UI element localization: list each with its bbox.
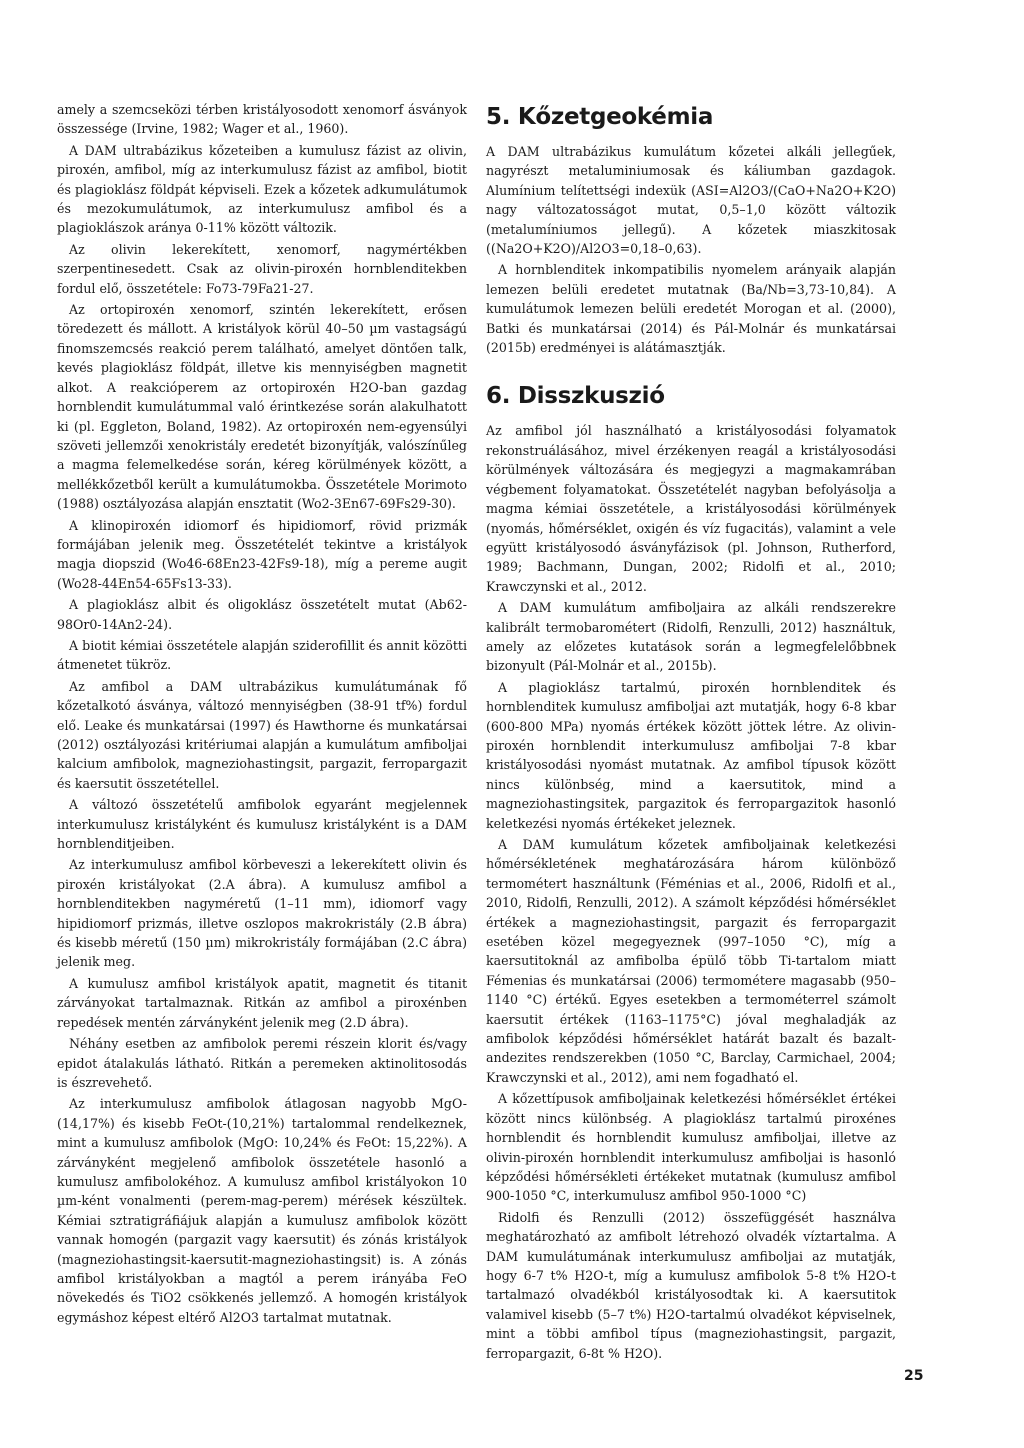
paragraph: Az amfibol jól használható a kristályosodási folyamatok rekonstruálásához, mivel érzékenyen reagál a kristályosodási körülmények változására és megjegyzi a magmakamrában végbement folyamatokat. Összetételét nagyban befolyásolja a magma kémiai összetétele, a kristályosodási körülmények (nyomás, hőmérséklet, oxigén és víz fugacitás), valamint a vele együtt kristályosodó ásványfázisok (pl. Johnson, Rutherford, 1989; Bachmann, Dungan, 2002; Ridolfi et al., 2010; Krawczynski et al., 2012.	[486, 423, 896, 594]
paragraph: Az interkumulusz amfibol körbeveszi a lekerekített olivin és piroxén kristályokat (2.A ábra). A kumulusz amfibol a hornblenditekben nagyméretű (1–11 mm), idiomorf vagy hipidiomorf prizmás, illetve oszlopos makrokristály (2.B ábra) és kisebb méretű (150 µm) mikrokristály formájában (2.C ábra) jelenik meg.	[57, 857, 467, 970]
paragraph: A DAM kumulátum kőzetek amfiboljainak keletkezési hőmérsékletének meghatározására három különböző termométert használtunk (Féménias et al., 2006, Ridolfi et al., 2010, Ridolfi, Renzulli, 2012). A számolt képződési hőmérséklet értékek a magneziohastingsit, pargazit és ferropargazit esetében közel megegyeznek (997–1050 °C), míg a kaersutitoknál az amfibolba épülő több Ti-tartalom miatt Fémenias és munkatársai (2006) termométere magasabb (950–1140 °C) értékű. Egyes esetekben a termométerrel számolt kaersutit értékek (1163–1175°C) jóval meghaladják az amfibolok képződési hőmérséklet határát bazalt és bazalt-andezites rendszerekben (1050 °C, Barclay, Carmichael, 2004; Krawczynski et al., 2012), ami nem fogadható el.	[486, 837, 896, 1085]
paragraph: A klinopiroxén idiomorf és hipidiomorf, rövid prizmák formájában jelenik meg. Összetételét tekintve a kristályok magja diopszid (Wo46-68En23-42Fs9-18), míg a pereme augit (Wo28-44En54-65Fs13-33).	[57, 517, 467, 591]
paragraph: A kumulusz amfibol kristályok apatit, magnetit és titanit zárványokat tartalmaznak. Ritkán az amfibol a piroxénben repedések mentén zárványként jelenik meg (2.D ábra).	[57, 975, 467, 1030]
paragraph: A DAM kumulátum amfiboljaira az alkáli rendszerekre kalibrált termobarométert (Ridolfi, Renzulli, 2012) használtuk, amely az előzetes kutatások során a legmegfelelőbbnek bizonyult (Pál-Molnár et al., 2015b).	[486, 600, 896, 674]
right-column	[486, 100, 896, 1365]
paragraph: A DAM ultrabázikus kumulátum kőzetei alkáli jellegűek, nagyrészt metaluminiumosak és káliumban gazdagok. Alumínium telítettségi indexük (ASI=Al2O3/(CaO+Na2O+K2O) nagy változatosságot mutat, 0,5–1,0 között változik (metalumíniumos jellegű). A kőzetek miaszkitosak ((Na2O+K2O)/Al2O3=0,18–0,63).	[486, 144, 896, 257]
section-heading: 6. Disszkuszió	[486, 383, 665, 410]
paragraph: Néhány esetben az amfibolok peremi részein klorit és/vagy epidot átalakulás látható. Ritkán a peremeken aktinolitosodás is észrevehető.	[57, 1036, 467, 1090]
paragraph: Az olivin lekerekített, xenomorf, nagymértékben szerpentinesedett. Csak az olivin-piroxén hornblenditekben fordul elő, összetétele: Fo73-79Fa21-27.	[57, 241, 467, 296]
paragraph: A plagioklász tartalmú, piroxén hornblenditek és hornblenditek kumulusz amfiboljai azt mutatják, hogy 6-8 kbar (600-800 MPa) nyomás értékek között jöttek létre. Az olivin-piroxén hornblendit interkumulusz amfiboljai 7-8 kbar kristályosodási nyomást mutatnak. Az amfibol típusok között nincs különbség, mind a kaersutitok, mind a magneziohastingsitek, pargazitok és ferropargazitok hasonló keletkezési nyomás értékeket jeleznek.	[486, 679, 896, 831]
paragraph: A változó összetételű amfibolok egyaránt megjelennek interkumulusz kristályként és kumulusz kristályként is a DAM hornblenditjeiben.	[57, 797, 467, 852]
paragraph: A DAM ultrabázikus kőzeteiben a kumulusz fázist az olivin, piroxén, amfibol, míg az interkumulusz fázist az amfibol, biotit és plagioklász földpát képviseli. Ezek a kőzetek adkumulátumok és mezokumulátumok, az interkumulusz amfibol és a plagioklászok aránya 0-11% között változik.	[57, 142, 467, 236]
paragraph: Ridolfi és Renzulli (2012) összefüggését használva meghatározható az amfibolt létrehozó olvadék víztartalma. A DAM kumulátumának interkumulusz amfiboljai az mutatják, hogy 6-7 t% H2O-t, míg a kumulusz amfibolok 5-8 t% H2O-t tartalmazó olvadékból kristályosodtak ki. A kaersutitok valamivel kisebb (5–7 t%) H2O-tartalmú olvadékot képviselnek, mint a többi amfibol típus (magneziohastingsit, pargazit, ferropargazit, 6-8t % H2O).	[486, 1209, 896, 1361]
left-column	[57, 100, 467, 1329]
paragraph: A kőzettípusok amfiboljainak keletkezési hőmérséklet értékei között nincs különbség. A plagioklász tartalmú piroxénes hornblendit és hornblendit kumulusz amfiboljai, illetve az olivin-piroxén hornblendit interkumulusz amfiboljai is hasonló képződési hőmérsékleti értékeket mutatnak (kumulusz amfibol 900-1050 °C, interkumulusz amfibol 950-1000 °C)	[486, 1091, 896, 1204]
paragraph: A plagioklász albit és oligoklász összetételt mutat (Ab62-98Or0-14An2-24).	[57, 597, 467, 632]
paragraph: amely a szemcseközi térben kristályosodott xenomorf ásványok összessége (Irvine, 1982; Wager et al., 1960).	[57, 102, 467, 137]
page-number: 25	[904, 1368, 924, 1384]
paragraph: Az interkumulusz amfibolok átlagosan nagyobb MgO-(14,17%) és kisebb FeOt-(10,21%) tartalommal rendelkeznek, mint a kumulusz amfibolok (MgO: 10,24% és FeOt: 15,22%). A zárványként megjelenő amfibolok összetétele hasonló a kumulusz amfibolokéhoz. A kumulusz amfibol kristályokon 10 µm-ként vonalmenti (perem-mag-perem) mérések készültek. Kémiai sztratigráfiájuk alapján a kumulusz amfibolok között vannak homogén (pargazit vagy kaersutit) és zónás kristályok (magneziohastingsit-kaersutit-magneziohastingsit) is. A zónás amfibol kristályokban a magtól a perem irányába FeO növekedés és TiO2 csökkenés jellemző. A homogén kristályok egymáshoz képest eltérő Al2O3 tartalmat mutatnak.	[57, 1096, 467, 1325]
section-heading: 5. Kőzetgeokémia	[486, 104, 714, 130]
paragraph: A hornblenditek inkompatibilis nyomelem arányaik alapján lemezen belüli eredetet mutatnak (Ba/Nb=3,73-10,84). A kumulátumok lemezen belüli eredetét Morogan et al. (2000), Batki és munkatársai (2014) és Pál-Molnár és munkatársai (2015b) eredményei is alátámasztják.	[486, 262, 896, 356]
paragraph: Az ortopiroxén xenomorf, szintén lekerekített, erősen töredezett és mállott. A kristályok körül 40–50 µm vastagságú finomszemcsés reakció perem található, amelyet döntően talk, kevés plagioklász földpát, illetve kis mennyiségben magnetit alkot. A reakcióperem az ortopiroxén H2O-ban gazdag hornblendit kumulátummal való érintkezése során alakulhatott ki (pl. Eggleton, Boland, 1982). Az ortopiroxén nem-egyensúlyi szöveti jellemzői xenokristály eredetét bizonyítják, valószínűleg a magma felemelkedése során, kéreg körülmények között, a mellékkőzetből került a kumulátumokba. Összetétele Morimoto (1988) osztályozása alapján ensztatit (Wo2-3En67-69Fs29-30).	[57, 302, 467, 512]
paragraph: A biotit kémiai összetétele alapján sziderofillit és annit közötti átmenetet tükröz.	[57, 637, 467, 673]
paragraph: Az amfibol a DAM ultrabázikus kumulátumának fő kőzetalkotó ásványa, változó mennyiségben (38-91 tf%) fordul elő. Leake és munkatársai (1997) és Hawthorne és munkatársai (2012) osztályozási kritériumai alapján a kumulátum amfiboljai kalcium amfibolok, magneziohastingsit, pargazit, ferropargazit és kaersutit összetétellel.	[57, 678, 467, 791]
